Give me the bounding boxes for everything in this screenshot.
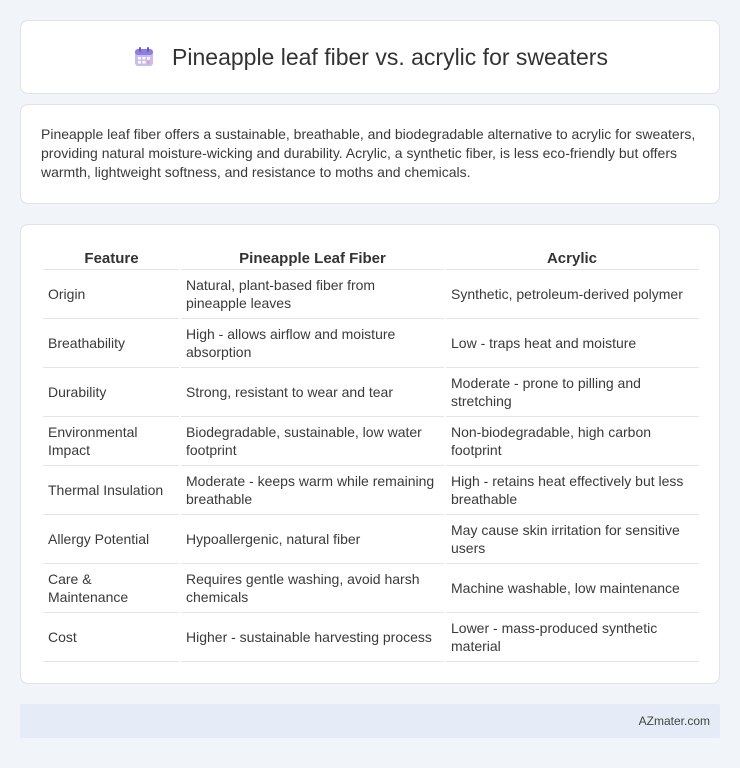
- header-pineapple: Pineapple Leaf Fiber: [239, 249, 386, 267]
- feature-cell: Environmental Impact: [43, 416, 180, 465]
- acrylic-cell: Low - traps heat and moisture: [445, 318, 699, 367]
- table-row: [43, 563, 699, 612]
- footer: [20, 704, 720, 738]
- pineapple-cell: Natural, plant-based fiber from pineapple leaves: [180, 269, 445, 318]
- acrylic-cell: Synthetic, petroleum-derived polymer: [445, 269, 699, 318]
- pineapple-cell: Biodegradable, sustainable, low water footprint: [180, 416, 445, 465]
- intro-card: [20, 104, 720, 204]
- table-header-row: [43, 245, 699, 269]
- intro-text: Pineapple leaf fiber offers a sustainable, breathable, and biodegradable alternative to acrylic for sweaters, providing natural moisture-wicking and durability. Acrylic, a synthetic fiber, is less eco-friendly but offers warmth, lightweight softness, and resistance to moths and chemicals.: [41, 126, 696, 180]
- table-row: [43, 367, 699, 416]
- title-card: [20, 20, 720, 94]
- pineapple-cell: High - allows airflow and moisture absorption: [180, 318, 445, 367]
- page-title: Pineapple leaf fiber vs. acrylic for sweaters: [172, 43, 608, 70]
- table-row: [43, 465, 699, 514]
- comparison-table: [43, 245, 699, 662]
- table-row: [43, 416, 699, 465]
- acrylic-cell: Non-biodegradable, high carbon footprint: [445, 416, 699, 465]
- feature-cell: Durability: [43, 367, 180, 416]
- feature-cell: Allergy Potential: [43, 514, 180, 563]
- acrylic-cell: Moderate - prone to pilling and stretching: [445, 367, 699, 416]
- feature-cell: Origin: [43, 269, 180, 318]
- acrylic-cell: Machine washable, low maintenance: [445, 563, 699, 612]
- calendar-icon: [132, 45, 156, 69]
- acrylic-cell: Lower - mass-produced synthetic material: [445, 612, 699, 661]
- pineapple-cell: Moderate - keeps warm while remaining breathable: [180, 465, 445, 514]
- footer-site-link[interactable]: AZmater.com: [638, 714, 710, 728]
- header-acrylic: Acrylic: [546, 249, 598, 267]
- pineapple-cell: Hypoallergenic, natural fiber: [180, 514, 445, 563]
- pineapple-cell: Requires gentle washing, avoid harsh chemicals: [180, 563, 445, 612]
- table-row: [43, 318, 699, 367]
- feature-cell: Cost: [43, 612, 180, 661]
- feature-cell: Thermal Insulation: [43, 465, 180, 514]
- table-row: [43, 612, 699, 661]
- table-row: [43, 514, 699, 563]
- comparison-card: [20, 224, 720, 684]
- feature-cell: Breathability: [43, 318, 180, 367]
- header-feature: Feature: [84, 249, 139, 267]
- feature-cell: Care & Maintenance: [43, 563, 180, 612]
- acrylic-cell: High - retains heat effectively but less breathable: [445, 465, 699, 514]
- acrylic-cell: May cause skin irritation for sensitive users: [445, 514, 699, 563]
- pineapple-cell: Higher - sustainable harvesting process: [180, 612, 445, 661]
- table-row: [43, 269, 699, 318]
- pineapple-cell: Strong, resistant to wear and tear: [180, 367, 445, 416]
